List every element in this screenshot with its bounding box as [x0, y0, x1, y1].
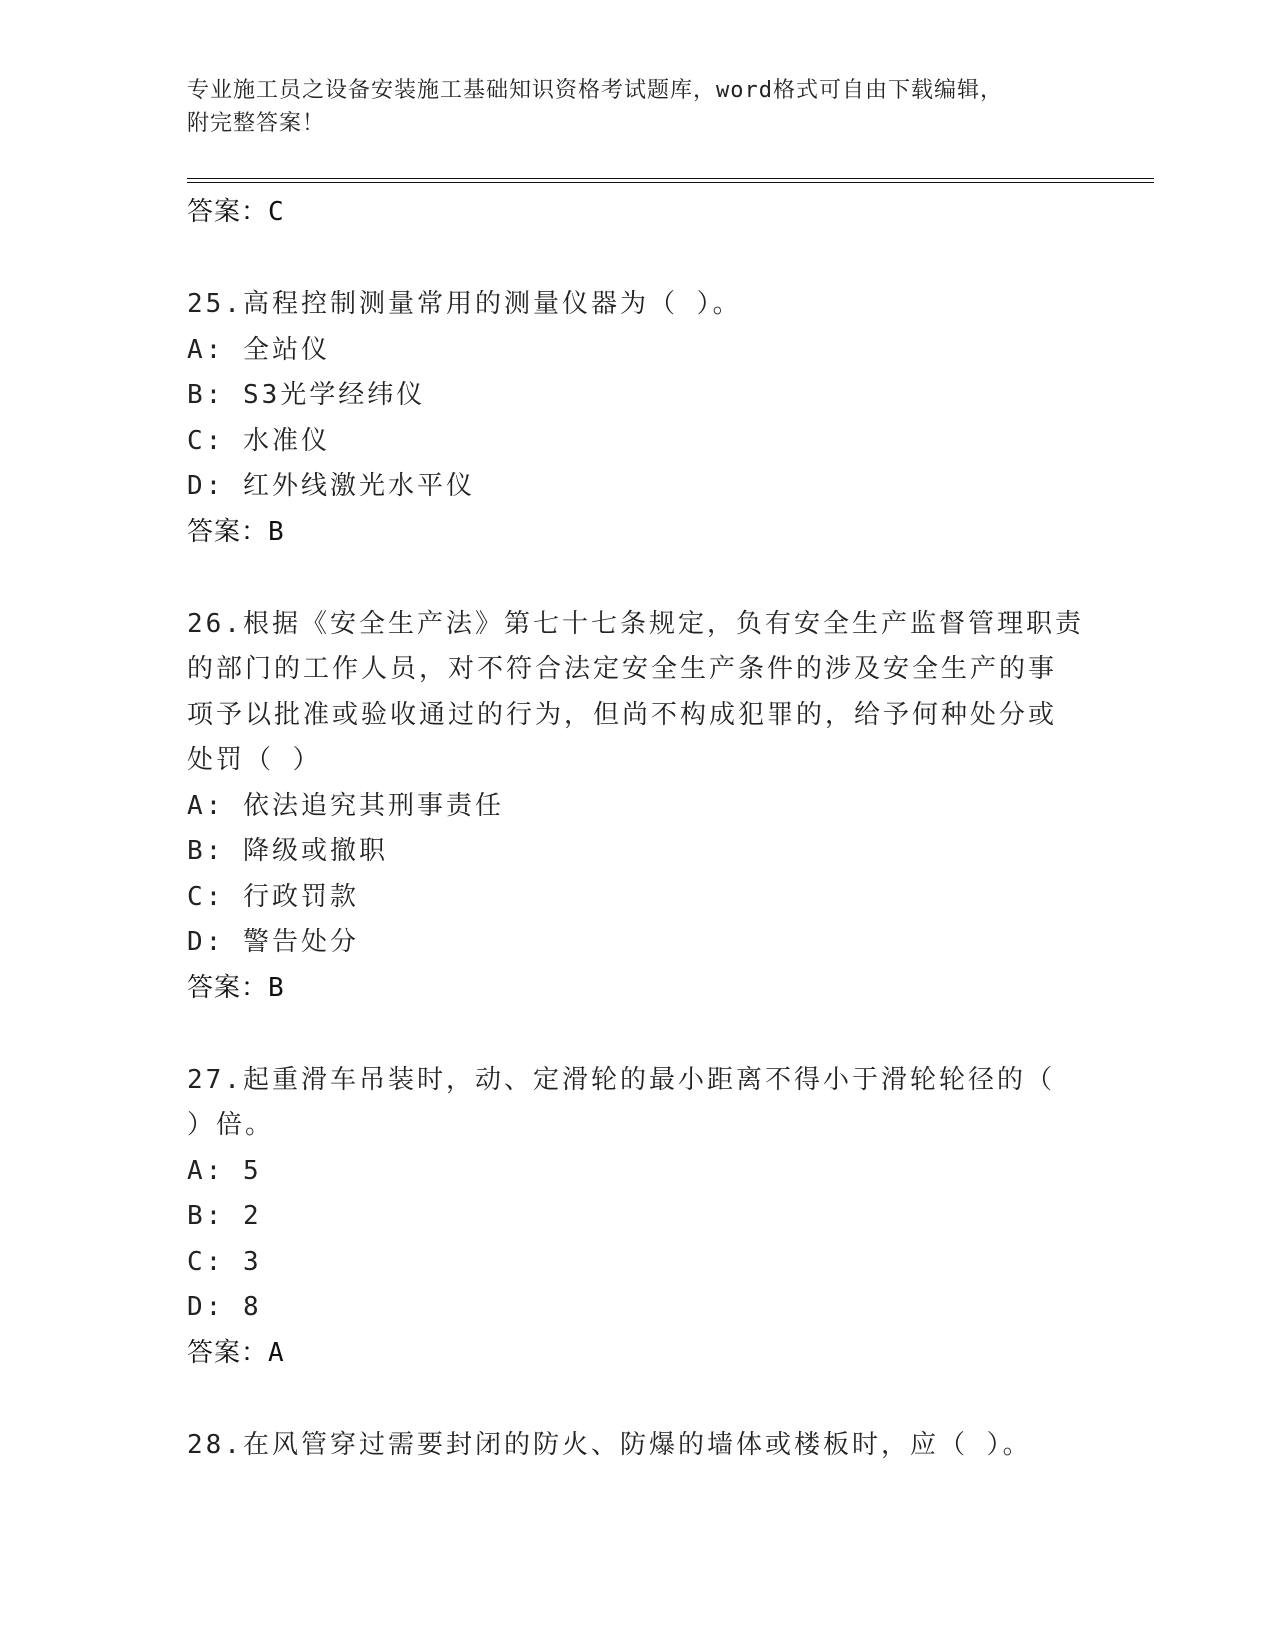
page-header — [187, 74, 1087, 140]
question-text: 25.高程控制测量常用的测量仪器为（ ）。 — [187, 289, 742, 319]
question-text-line-4: 处罚（ ） — [187, 745, 322, 775]
question-text-line-3: 项予以批准或验收通过的行为，但尚不构成犯罪的，给予何种处分或 — [187, 699, 1058, 730]
question-list — [187, 190, 1087, 1468]
answer-line — [187, 510, 1087, 554]
question-text: 28.在风管穿过需要封闭的防火、防爆的墙体或楼板时，应（ ）。 — [187, 1429, 1032, 1460]
answer-label: 答案： — [187, 972, 269, 1003]
answer-label: 答案： — [187, 197, 269, 227]
option-b: B: S3光学经纬仪 — [187, 380, 426, 410]
answer-line — [187, 1331, 1087, 1375]
question-text-line-1: 27.起重滑车吊装时，动、定滑轮的最小距离不得小于滑轮轮径的（ — [187, 1064, 1055, 1095]
option-d: D: 警告处分 — [187, 927, 359, 957]
header-divider-bottom — [187, 182, 1154, 183]
option-d: D: 8 — [187, 1292, 262, 1322]
header-line-1: 专业施工员之设备安装施工基础知识资格考试题库，word格式可自由下载编辑， — [187, 78, 1003, 103]
option-b: B: 2 — [187, 1201, 262, 1231]
question-block-27 — [187, 1058, 1087, 1375]
option-c: C: 3 — [187, 1246, 262, 1277]
answer-label: 答案： — [187, 516, 269, 547]
answer-line — [187, 966, 1087, 1010]
option-d: D: 红外线激光水平仪 — [187, 471, 475, 501]
question-text-line-2: 的部门的工作人员，对不符合法定安全生产条件的涉及安全生产的事 — [187, 654, 1058, 684]
option-a: A: 全站仪 — [187, 334, 330, 365]
header-line-2: 附完整答案！ — [187, 111, 326, 136]
option-a: A: 5 — [187, 1155, 262, 1186]
option-b: B: 降级或撤职 — [187, 836, 388, 866]
question-text-line-1: 26.根据《安全生产法》第七十七条规定，负有安全生产监督管理职责 — [187, 608, 1084, 639]
answer-line — [187, 190, 1087, 234]
header-divider-top — [187, 178, 1154, 179]
answer-value: C — [268, 197, 285, 227]
option-a: A: 依法追究其刑事责任 — [187, 790, 504, 821]
question-block-26 — [187, 602, 1087, 1010]
question-block-25 — [187, 282, 1087, 554]
question-text-line-2: ）倍。 — [187, 1110, 275, 1140]
answer-label: 答案： — [187, 1337, 269, 1368]
answer-value: B — [268, 516, 285, 547]
answer-value: A — [268, 1337, 285, 1368]
answer-value: B — [268, 972, 285, 1003]
option-c: C: 行政罚款 — [187, 881, 359, 912]
option-c: C: 水准仪 — [187, 425, 330, 456]
question-block-28 — [187, 1423, 1087, 1469]
